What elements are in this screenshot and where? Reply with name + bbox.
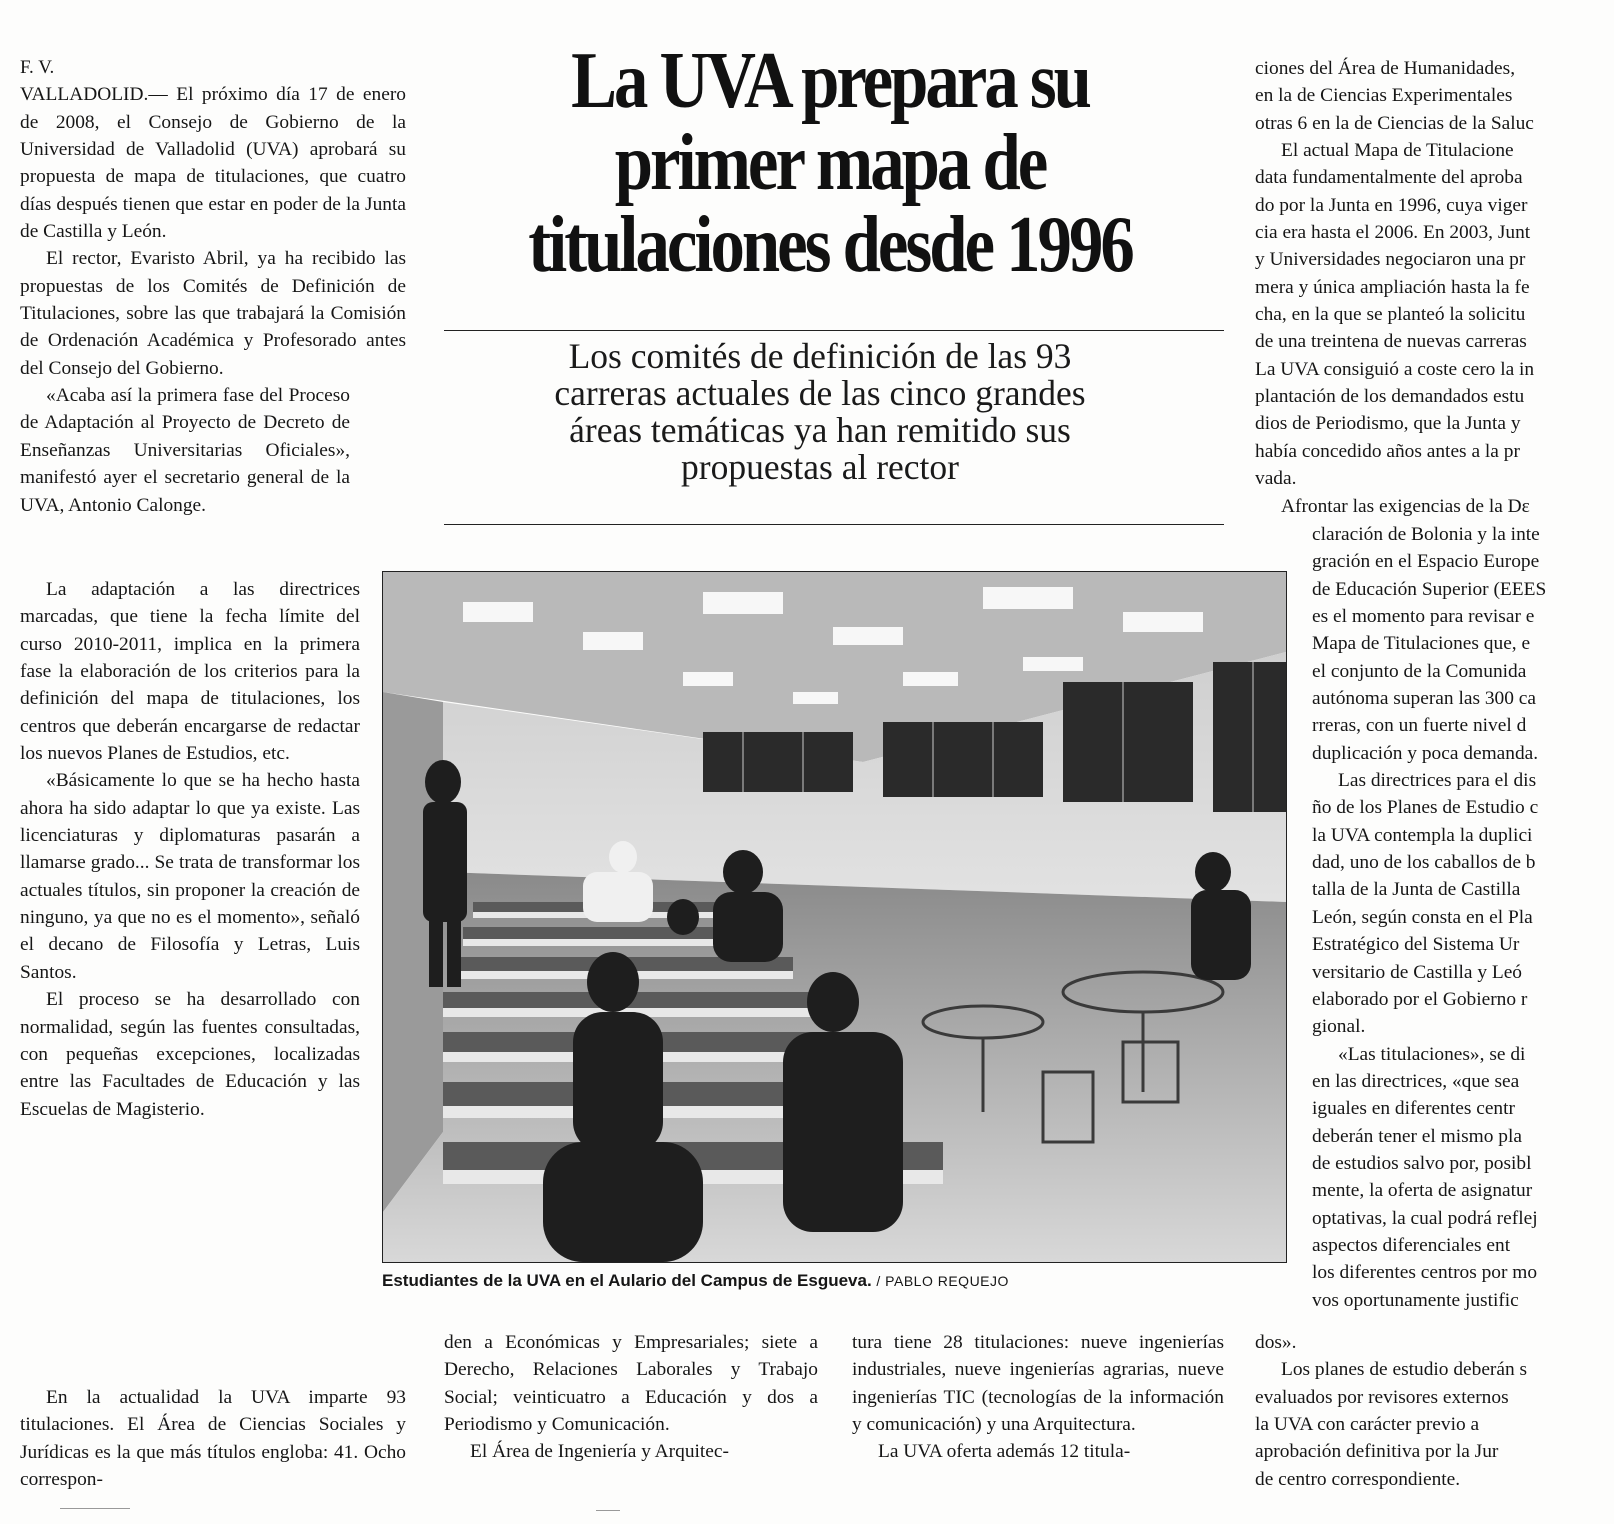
article-line: ño de los Planes de Estudio c	[1312, 797, 1539, 819]
article-column-1	[20, 54, 406, 519]
article-line: gional.	[1312, 1016, 1366, 1038]
subheadline	[480, 338, 1160, 486]
article-column-1-beside-photo	[20, 576, 360, 1123]
article-line: iguales en diferentes centr	[1312, 1098, 1515, 1120]
article-line: el conjunto de la Comunida	[1312, 660, 1527, 682]
article-line: mera y única ampliación hasta la fe	[1255, 276, 1530, 298]
article-line: aprobación definitiva por la Jur	[1255, 1441, 1499, 1463]
article-line: la UVA con carácter previo a	[1255, 1414, 1480, 1436]
subheadline-line: propuestas al rector	[681, 447, 959, 487]
article-paragraph: La UVA oferta además 12 titula-	[878, 1441, 1131, 1463]
article-line: versitario de Castilla y Leó	[1312, 961, 1523, 983]
article-line: Mapa de Titulaciones que, e	[1312, 633, 1531, 655]
article-line: El actual Mapa de Titulacione	[1281, 140, 1514, 162]
article-line: duplicación y poca demanda.	[1312, 742, 1539, 764]
article-column-4	[1255, 55, 1614, 520]
article-line: claración de Bolonia y la inte	[1312, 524, 1540, 545]
subheadline-rule-bottom	[444, 524, 1224, 525]
article-line: en la de Ciencias Experimentales	[1255, 85, 1513, 107]
article-paragraph: El rector, Evaristo Abril, ya ha recibido las propuestas de los Comités de Definición de Titulaciones, sobre las que trabajará la Comisión de Ordenación Académica y Profesorado antes del Consejo del Gobierno.	[20, 248, 406, 379]
article-column-5	[1312, 521, 1614, 1314]
article-line: de Educación Superior (EEES	[1312, 578, 1547, 600]
article-line: dos».	[1255, 1332, 1297, 1353]
article-line: los diferentes centros por mo	[1312, 1262, 1538, 1284]
article-line: do por la Junta en 1996, cuya viger	[1255, 194, 1528, 216]
article-line: vos oportunamente justific	[1312, 1289, 1519, 1311]
article-paragraph: El Área de Ingeniería y Arquitec-	[470, 1441, 729, 1463]
article-line: talla de la Junta de Castilla	[1312, 879, 1521, 901]
news-photo	[382, 571, 1287, 1263]
article-line: autónoma superan las 300 ca	[1312, 688, 1536, 710]
article-line: Los planes de estudio deberán s	[1281, 1359, 1528, 1381]
article-column-6	[1255, 1329, 1614, 1493]
article-line: vada.	[1255, 468, 1297, 490]
headline	[495, 37, 1166, 289]
article-column-1-bottom	[20, 1384, 406, 1493]
article-line: de centro correspondiente.	[1255, 1468, 1461, 1490]
study-hall-photo	[383, 572, 1286, 1262]
article-paragraph: «Acaba así la primera fase del Proceso de Adaptación al Proyecto de Decreto de Enseñanzas Universitarias Oficiales», manifestó ayer el secretario general de la UVA, Antonio Calonge.	[20, 385, 350, 516]
caption-text: Estudiantes de la UVA en el Aulario del Campus de Esgueva.	[382, 1271, 872, 1290]
article-line: ciones del Área de Humanidades,	[1255, 58, 1516, 79]
article-line: optativas, la cual podrá reflej	[1312, 1207, 1538, 1229]
article-line: en las directrices, «que sea	[1312, 1070, 1520, 1092]
article-line: mente, la oferta de asignatur	[1312, 1180, 1533, 1202]
article-line: evaluados por revisores externos	[1255, 1386, 1509, 1408]
article-paragraph: El proceso se ha desarrollado con normalidad, según las fuentes consultadas, con pequeñas excepciones, localizadas entre las Facultades de Educación y las Escuelas de Magisterio.	[20, 989, 360, 1120]
footer-mark	[596, 1510, 620, 1511]
article-line: otras 6 en la de Ciencias de la Saluc	[1255, 112, 1534, 134]
subheadline-line: áreas temáticas ya han remitido sus	[569, 410, 1071, 450]
article-line: elaborado por el Gobierno r	[1312, 988, 1528, 1010]
article-line: Las directrices para el dis	[1338, 770, 1537, 792]
article-line: plantación de los demandados estu	[1255, 386, 1525, 408]
article-line: deberán tener el mismo pla	[1312, 1125, 1522, 1147]
article-line: de una treintena de nuevas carreras	[1255, 331, 1527, 353]
article-line: Afrontar las exigencias de la Dε	[1281, 495, 1530, 517]
article-paragraph: «Básicamente lo que se ha hecho hasta ahora ha sido adaptar lo que ya existe. Las licenciaturas y diplomaturas pasarán a llamarse grado... Se trata de transformar los actuales títulos, sin proponer la creación de ninguno, ya que no es el momento», señaló el decano de Filosofía y Letras, Luis Santos.	[20, 770, 360, 983]
article-line: de estudios salvo por, posibl	[1312, 1152, 1532, 1174]
article-line: había concedido años antes a la pr	[1255, 440, 1520, 462]
article-line: rreras, con un fuerte nivel d	[1312, 715, 1527, 737]
article-paragraph: En la actualidad la UVA imparte 93 titulaciones. El Área de Ciencias Sociales y Jurídicas es la que más títulos engloba: 41. Ocho correspon-	[20, 1387, 406, 1491]
article-column-3	[852, 1329, 1224, 1466]
article-paragraph: La adaptación a las directrices marcadas, que tiene la fecha límite del curso 2010-2011, implica en la primera fase la elaboración de los criterios para la definición del mapa de titulaciones, los centros que deberán encargarse de redactar los nuevos Planes de Estudios, etc.	[20, 579, 360, 765]
headline-rule-top	[444, 330, 1224, 331]
headline-line: titulaciones desde 1996	[528, 201, 1132, 289]
article-line: cia era hasta el 2006. En 2003, Junt	[1255, 222, 1531, 244]
photo-caption	[382, 1271, 1302, 1291]
article-paragraph: VALLADOLID.— El próximo día 17 de enero de 2008, el Consejo de Gobierno de la Universidad de Valladolid (UVA) aprobará su propuesta de mapa de titulaciones, que cuatro días después tienen que estar en poder de la Junta de Castilla y León.	[20, 84, 406, 243]
article-line: León, según consta en el Pla	[1312, 906, 1533, 928]
article-paragraph: den a Económicas y Empresariales; siete a Derecho, Relaciones Laborales y Trabajo Social; veinticuatro a Educación y dos a Periodismo y Comunicación.	[444, 1332, 818, 1436]
article-line: gración en el Espacio Europe	[1312, 551, 1540, 573]
headline-line: La UVA prepara su	[571, 37, 1089, 125]
article-line: La UVA consiguió a coste cero la in	[1255, 358, 1535, 380]
article-line: y Universidades negociaron una pr	[1255, 249, 1526, 271]
headline-line: primer mapa de	[614, 119, 1046, 207]
article-line: dios de Periodismo, que la Junta y	[1255, 413, 1521, 435]
article-line: la UVA contempla la duplici	[1312, 824, 1533, 846]
article-line: dad, uno de los caballos de b	[1312, 852, 1536, 874]
photo-credit: / PABLO REQUEJO	[876, 1273, 1009, 1289]
article-line: aspectos diferenciales ent	[1312, 1234, 1511, 1256]
article-line: cha, en la que se planteó la solicitu	[1255, 304, 1526, 326]
subheadline-line: Los comités de definición de las 93	[568, 336, 1072, 376]
byline: F. V.	[20, 57, 55, 78]
subheadline-line: carreras actuales de las cinco grandes	[554, 373, 1086, 413]
footer-mark	[60, 1508, 130, 1509]
article-paragraph: tura tiene 28 titulaciones: nueve ingenierías industriales, nueve ingenierías agrarias, nueve ingenierías TIC (tecnologías de la información y comunicación) y una Arquitectura.	[852, 1332, 1224, 1436]
article-line: data fundamentalmente del aproba	[1255, 167, 1523, 189]
article-line: «Las titulaciones», se di	[1338, 1043, 1526, 1065]
article-line: es el momento para revisar e	[1312, 606, 1535, 628]
article-line: Estratégico del Sistema Ur	[1312, 934, 1520, 956]
article-column-2	[444, 1329, 818, 1466]
